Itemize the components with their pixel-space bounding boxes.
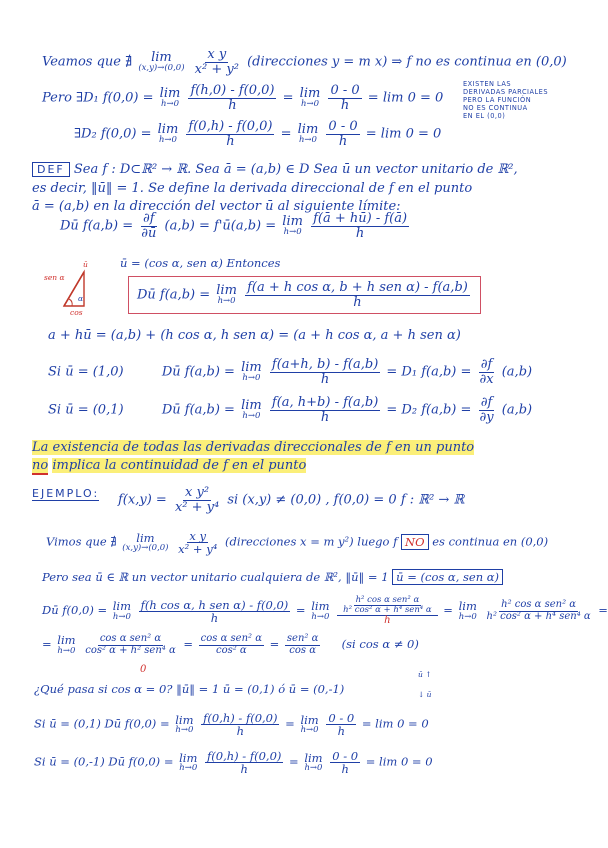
final-case-0-minus-1: Si ū = (0,-1) Dū f(0,0) = lim h→0 $\frac{f(0,h) - f(0,0)}{h}$ = lim h→0 $\frac{0 - 0}{h}$ = lim 0 = 0 bbox=[34, 749, 433, 777]
text: ∃D₂ f(0,0) = bbox=[74, 126, 152, 142]
text: (a,b) = f'ū(a,b) = bbox=[164, 218, 277, 234]
du-computation-1: Dū f(0,0) = lim h→0 $\frac{\text{f(h cos α, h sen α) - f(0,0)}}{h}$ = lim h→0 $\frac{\frac{\text{h² cos α sen² α}}{\text{h² cos² α + h⁴ sen⁴ α}}}{h}$ = lim h→0 $\frac{\text{h² cos α sen² α}}{\text{h² cos² α + h⁴ sen⁴ α}}$ = bbox=[42, 595, 608, 626]
limit: lim h→0 bbox=[304, 750, 323, 774]
fraction: $\frac{f(0,h) - f(0,0)}{h}$ bbox=[188, 119, 273, 149]
text: Dū f(a,b) = bbox=[161, 402, 235, 418]
definition-line-1 bbox=[32, 162, 518, 177]
text: (a,b) bbox=[501, 402, 533, 418]
line-not-limit bbox=[42, 48, 567, 76]
side-note: EXISTEN LAS DERIVADAS PARCIALES PERO LA FUNCIÓN NO ES CONTINUA EN EL (0,0) bbox=[463, 80, 549, 120]
final-case-0-1: Si ū = (0,1) Dū f(0,0) = lim h→0 $\frac{f(0,h) - f(0,0)}{h}$ = lim h→0 $\frac{0 - 0}{h}$ = lim 0 = 0 bbox=[34, 711, 429, 739]
text: implica la continuidad de f en el punto bbox=[52, 458, 307, 473]
no-box: NO bbox=[401, 534, 429, 550]
text: = lim 0 = 0 bbox=[367, 90, 444, 106]
highlight-line-2 bbox=[32, 458, 306, 473]
text: = lim 0 = 0 bbox=[365, 754, 433, 769]
text: Si ū = (0,1) bbox=[48, 402, 124, 418]
text: = D₂ f(a,b) = bbox=[386, 402, 472, 418]
limit: lim h→0 bbox=[297, 122, 319, 146]
triangle-label-u: ū bbox=[83, 260, 88, 269]
text: Vimos que ∄ bbox=[46, 534, 117, 549]
definition-line-2: es decir, ‖ū‖ = 1. Se define la derivada direccional de f en el punto bbox=[32, 181, 473, 196]
limit: lim h→0 bbox=[299, 86, 321, 110]
pero-sea-line bbox=[42, 570, 503, 584]
text: f(x,y) = bbox=[118, 492, 167, 508]
fraction: $\frac{f(ā + hū) - f(ā)}{h}$ bbox=[313, 211, 408, 241]
fraction: $\frac{\text{x y²}}{\text{x² + y⁴}}$ bbox=[174, 485, 220, 515]
fraction: $\frac{\partial f}{\partial ū}$ bbox=[141, 211, 157, 241]
limit: lim h→0 bbox=[57, 633, 76, 656]
limit: lim (x,y)→(0,0) bbox=[138, 50, 185, 74]
fraction: $\frac{0 - 0}{h}$ bbox=[332, 749, 359, 777]
text: Si ū = (0,1) Dū f(0,0) = bbox=[34, 716, 170, 731]
fraction: $\frac{\frac{\text{h² cos α sen² α}}{\text{h² cos² α + h⁴ sen⁴ α}}}{h}$ bbox=[337, 596, 438, 626]
vimos-line bbox=[46, 530, 548, 555]
text: La existencia de todas las derivadas direccionales de f en un punto bbox=[32, 440, 475, 455]
fraction: $\frac{f(a+h, b) - f(a,b)}{h}$ bbox=[271, 357, 379, 387]
u-up-arrow: ū ↑ bbox=[418, 670, 432, 679]
highlight-line-1 bbox=[32, 440, 474, 455]
limit: lim h→0 bbox=[157, 122, 179, 146]
limit: lim h→0 bbox=[241, 360, 262, 384]
text: Si ū = (1,0) bbox=[48, 364, 124, 380]
a-plus-hu-line: a + hū = (a,b) + (h cos α, h sen α) = (a + h cos α, a + h sen α) bbox=[48, 328, 461, 343]
limit: lim h→0 bbox=[311, 599, 330, 622]
definition-formula bbox=[60, 212, 411, 240]
limit: lim h→0 bbox=[241, 398, 262, 422]
fraction: $\frac{f(0,h) - f(0,0)}{h}$ bbox=[203, 711, 278, 739]
text: es continua en (0,0) bbox=[432, 534, 549, 549]
fraction: $\frac{0 - 0}{h}$ bbox=[328, 119, 358, 149]
zero-mark: 0 bbox=[140, 664, 147, 675]
line-d2: ∃D₂ f(0,0) = lim h→0 $\frac{f(0,h) - f(0,0)}{h}$ = lim h→0 $\frac{0 - 0}{h}$ = lim 0 = 0 bbox=[74, 119, 442, 149]
case-u-1-0 bbox=[48, 358, 532, 386]
limit: lim h→0 bbox=[300, 712, 319, 736]
triangle-label-alpha: α bbox=[78, 294, 84, 303]
text: Si ū = (0,-1) Dū f(0,0) = bbox=[34, 754, 174, 769]
fraction: $\frac{\text{cos α sen² α}}{\text{cos² α + h² sen⁴ α}}$ bbox=[85, 633, 176, 656]
fraction: $\frac{\text{f(h cos α, h sen α) - f(0,0)}}{h}$ bbox=[140, 597, 289, 625]
case-u-0-1 bbox=[48, 396, 532, 424]
text: Dū f(a,b) = bbox=[60, 218, 134, 234]
limit: lim h→0 bbox=[179, 750, 198, 774]
fraction: $\frac{f(0,h) - f(0,0)}{h}$ bbox=[207, 749, 282, 777]
text: Veamos que ∄ bbox=[42, 54, 133, 70]
example-function bbox=[118, 486, 464, 514]
example-tag bbox=[32, 482, 99, 501]
limit: lim h→0 bbox=[159, 86, 181, 110]
limit: lim h→0 bbox=[175, 712, 194, 736]
limit: lim h→0 bbox=[216, 283, 237, 307]
text: (direcciones x = m y²) luego f bbox=[224, 534, 398, 549]
unit-triangle-sketch bbox=[44, 262, 110, 314]
line-d1: Pero ∃D₁ f(0,0) = lim h→0 $\frac{f(h,0) - f(0,0)}{h}$ = lim h→0 $\frac{0 - 0}{h}$ = lim 0 = 0 bbox=[42, 83, 444, 113]
fraction: $\frac{\text{cos α sen² α}}{\text{cos² α}}$ bbox=[200, 633, 262, 656]
text: Sea f : D⊂ℝ² → ℝ. Sea ā = (a,b) ∈ D Sea ū un vector unitario de ℝ², bbox=[73, 162, 518, 177]
u-down-arrow: ↓ ū bbox=[418, 690, 432, 699]
fraction: $\frac{f(h,0) - f(0,0)}{h}$ bbox=[190, 83, 275, 113]
boxed-directional-formula bbox=[128, 276, 481, 314]
triangle-label-cos: cos bbox=[70, 308, 83, 317]
text: = lim 0 = 0 bbox=[365, 126, 442, 142]
def-tag: DEF bbox=[32, 162, 70, 177]
text: si (x,y) ≠ (0,0) , f(0,0) = 0 f : ℝ² → ℝ bbox=[227, 492, 465, 508]
unit-vector-def: ū = (cos α, sen α) Entonces bbox=[120, 256, 281, 270]
limit: lim h→0 bbox=[112, 599, 132, 622]
fraction: $\frac{f(a, h+b) - f(a,b)}{h}$ bbox=[271, 395, 379, 425]
fraction: $\frac{\text{h² cos α sen² α}}{\text{h² cos² α + h⁴ sen⁴ α}}$ bbox=[486, 599, 591, 622]
fraction: $\frac{\text{f(a + h cos α, b + h sen α) - f(a,b)}}{h}$ bbox=[247, 280, 468, 310]
text: Dū f(a,b) = bbox=[137, 287, 211, 303]
triangle-label-sin: sen α bbox=[44, 273, 65, 282]
unit-vector-box: ū = (cos α, sen α) bbox=[392, 569, 503, 585]
text: Pero sea ū ∈ ℝ un vector unitario cualquiera de ℝ², ‖ū‖ = 1 bbox=[42, 570, 389, 584]
fraction: $\frac{0 - 0}{h}$ bbox=[330, 83, 360, 113]
text: Dū f(a,b) = bbox=[161, 364, 235, 380]
fraction: $\frac{\text{sen² α}}{\text{cos α}}$ bbox=[286, 633, 319, 656]
text: (a,b) bbox=[501, 364, 533, 380]
text: Dū f(0,0) = bbox=[42, 603, 108, 618]
text: no bbox=[32, 458, 49, 473]
fraction: $\frac{\text{x y}}{\text{x² + y²}}$ bbox=[194, 47, 239, 77]
fraction: $\frac{\partial f}{\partial y}$ bbox=[479, 395, 494, 425]
text: (direcciones y = m x) ⇒ f no es continua en (0,0) bbox=[247, 54, 567, 70]
fraction: $\frac{\text{x y}}{\text{x² + y⁴}}$ bbox=[178, 529, 218, 557]
limit: lim h→0 bbox=[458, 599, 477, 622]
text: = lim 0 = 0 bbox=[361, 716, 429, 731]
question-line: ¿Qué pasa si cos α = 0? ‖ū‖ = 1 ū = (0,1) ó ū = (0,-1) bbox=[34, 682, 345, 696]
text: = D₁ f(a,b) = bbox=[386, 364, 472, 380]
limit: lim h→0 bbox=[282, 214, 303, 238]
du-computation-2: = lim h→0 $\frac{\text{cos α sen² α}}{\text{cos² α + h² sen⁴ α}}$ = $\frac{\text{cos α sen² α}}{\text{cos² α}}$ = $\frac{\text{sen² α}}{\text{cos α}}$ (si cos α ≠ 0) bbox=[42, 633, 419, 656]
fraction: $\frac{0 - 0}{h}$ bbox=[328, 711, 355, 739]
text: Pero ∃D₁ f(0,0) = bbox=[42, 90, 154, 106]
text: (si cos α ≠ 0) bbox=[341, 637, 419, 651]
text: EJEMPLO: bbox=[32, 487, 100, 500]
definition-line-3: ā = (a,b) en la dirección del vector ū al siguiente límite: bbox=[32, 199, 401, 214]
fraction: $\frac{\partial f}{\partial x}$ bbox=[479, 357, 494, 387]
limit: lim (x,y)→(0,0) bbox=[122, 530, 169, 554]
